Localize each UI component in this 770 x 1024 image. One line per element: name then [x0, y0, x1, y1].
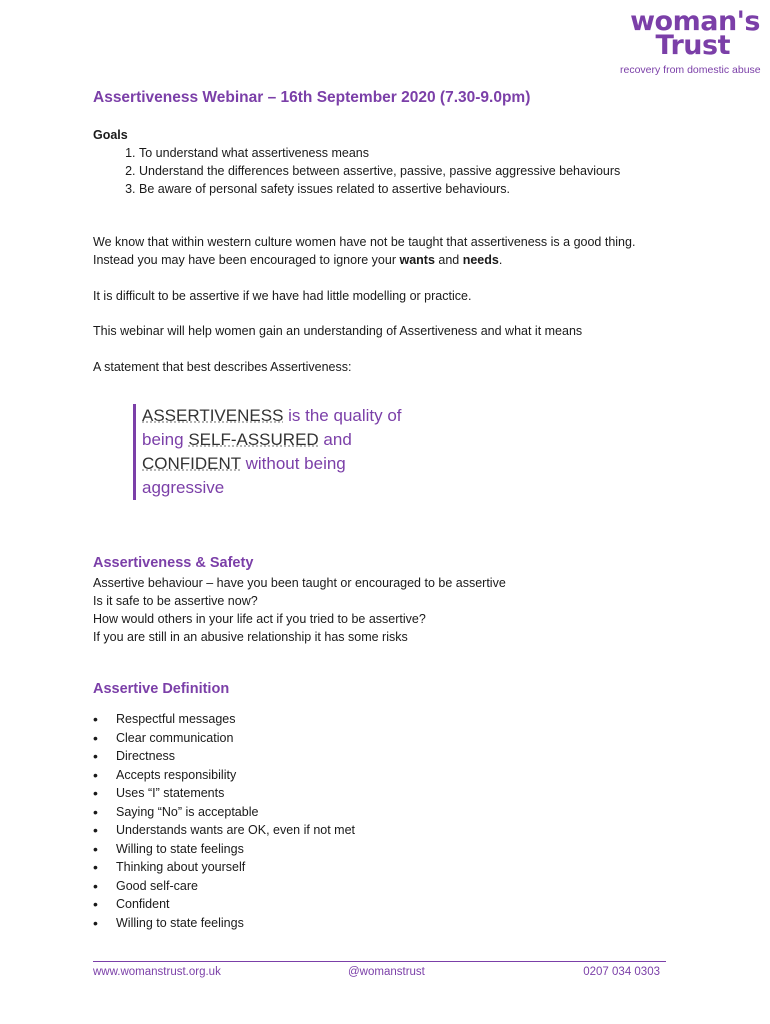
wants-emphasis: wants	[399, 253, 435, 267]
quote-keyword: CONFIDENT	[142, 454, 241, 473]
footer-website-link[interactable]: www.womanstrust.org.uk	[93, 966, 221, 978]
list-item: • Directness	[93, 747, 355, 766]
list-item: • Respectful messages	[93, 710, 355, 729]
footer-divider	[93, 961, 666, 962]
list-item: • Willing to state feelings	[93, 914, 355, 933]
intro-paragraph	[93, 233, 663, 269]
quote-text: without being aggressive	[142, 454, 346, 497]
safety-heading: Assertiveness & Safety	[93, 555, 254, 571]
logo-tagline: recovery from domestic abuse	[620, 64, 761, 76]
list-item: • Saying “No” is acceptable	[93, 803, 355, 822]
intro-text: and	[434, 253, 463, 267]
list-item: • Good self-care	[93, 877, 355, 896]
quote-keyword: ASSERTIVENESS	[142, 406, 284, 425]
webinar-paragraph: This webinar will help women gain an understanding of Assertiveness and what it means	[93, 324, 583, 338]
definition-list	[93, 710, 355, 932]
safety-lines	[93, 574, 506, 646]
needs-emphasis: needs	[462, 253, 499, 267]
safety-line: Assertive behaviour – have you been taught or encouraged to be assertive	[93, 576, 506, 590]
safety-line: Is it safe to be assertive now?	[93, 594, 258, 608]
goal-item: 1. To understand what assertiveness means	[139, 144, 659, 162]
definition-heading: Assertive Definition	[93, 681, 230, 697]
intro-text: We know that within western culture women have not be taught that assertiveness is a good thing. Instead you may have been encouraged to ignore your	[93, 235, 636, 267]
logo-line2: Trust	[655, 30, 730, 61]
goals-section	[93, 126, 659, 198]
safety-line: How would others in your life act if you tried to be assertive?	[93, 612, 426, 626]
modelling-paragraph: It is difficult to be assertive if we have had little modelling or practice.	[93, 289, 472, 303]
list-item: • Understands wants are OK, even if not met	[93, 821, 355, 840]
goals-list	[93, 144, 659, 198]
list-item: • Thinking about yourself	[93, 858, 355, 877]
list-item: • Clear communication	[93, 729, 355, 748]
safety-line: If you are still in an abusive relationship it has some risks	[93, 630, 408, 644]
statement-intro: A statement that best describes Assertiveness:	[93, 360, 352, 374]
quote-keyword: SELF-ASSURED	[188, 430, 319, 449]
quote-text: and	[318, 430, 352, 449]
intro-text: .	[498, 253, 503, 267]
footer-social-handle[interactable]: @womanstrust	[348, 966, 425, 978]
assertiveness-quote	[133, 404, 432, 500]
list-item: • Accepts responsibility	[93, 766, 355, 785]
logo-line1: woman's	[630, 6, 760, 37]
womans-trust-logo	[620, 6, 761, 76]
page-title: Assertiveness Webinar – 16th September 2020 (7.30-9.0pm)	[93, 89, 531, 106]
goal-item: 3. Be aware of personal safety issues related to assertive behaviours.	[139, 180, 659, 198]
goal-item: 2. Understand the differences between assertive, passive, passive aggressive behaviours	[139, 162, 659, 180]
quote-text: is the quality of being	[142, 406, 402, 449]
list-item: • Confident	[93, 895, 355, 914]
list-item: • Willing to state feelings	[93, 840, 355, 859]
list-item: • Uses “I” statements	[93, 784, 355, 803]
goals-label: Goals	[93, 128, 128, 142]
footer-phone[interactable]: 0207 034 0303	[583, 966, 660, 978]
